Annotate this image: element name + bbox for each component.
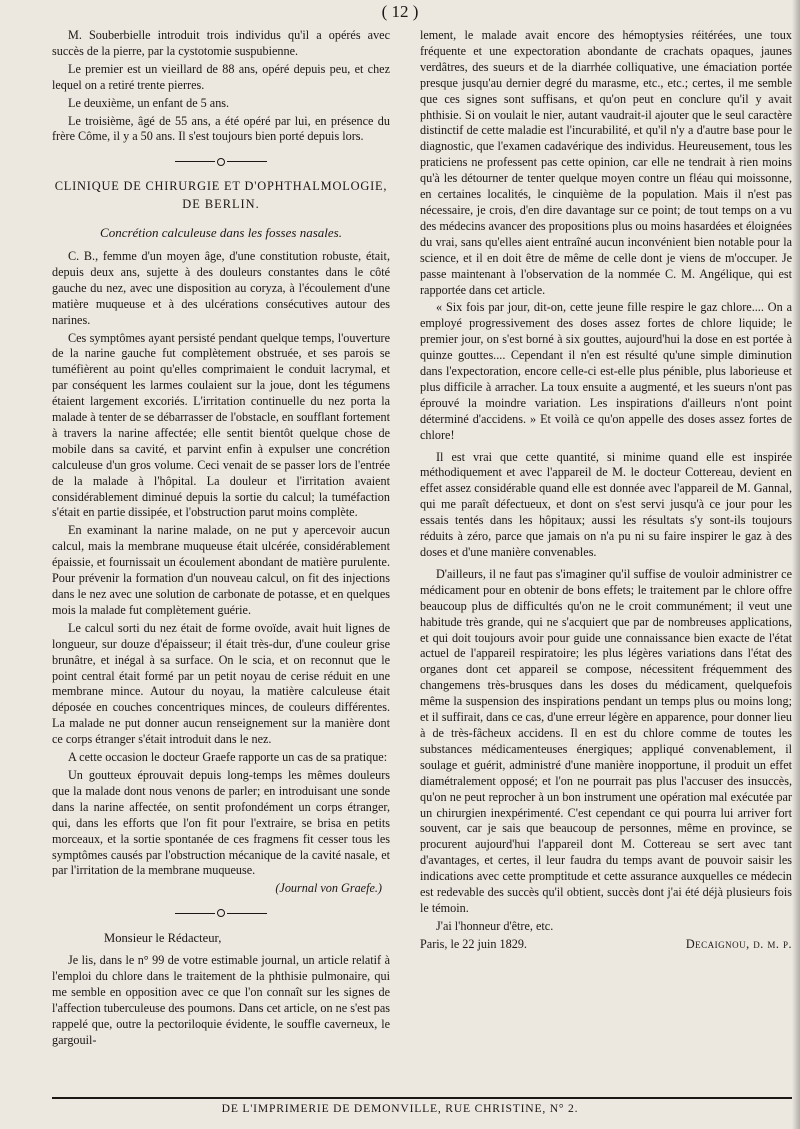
case-paragraph: Un goutteux éprouvait depuis long-temps les mêmes douleurs que la malade dont nous venons de parler; en introduisant une sonde dans la narine affectée, on sentit profondément un corps étranger, qui, dans les efforts que l'on fit pour l'extraire, se brisa en petits morceaux, et la sortie spontanée de ces fragmens fit cesser tous les symptômes causés par l'obstruction mécanique de la cavité nasale, et par l'irritation de la membrane muqueuse.: [52, 767, 390, 878]
section-title: CLINIQUE DE CHIRURGIE ET D'OPHTHALMOLOGIE,: [54, 179, 388, 194]
case-paragraph: En examinant la narine malade, on ne put y apercevoir aucun calcul, mais la membrane muqueuse était ulcérée, considérablement épaissie, et fournissait un écoulement abondant de matière purulente. Pour prévenir la formation d'un nouveau calcul, on fit des injections dans le nez avec une solution de carbonate de potasse, et en quelques mois la malade fut complètement guérie.: [52, 523, 390, 617]
letter-closing: J'ai l'honneur d'être, etc.: [436, 918, 554, 933]
printer-imprint: DE L'IMPRIMERIE DE DEMONVILLE, RUE CHRISTINE, N° 2.: [221, 1102, 579, 1115]
right-column: [420, 28, 792, 953]
letter-paragraph: Je lis, dans le n° 99 de votre estimable journal, un article relatif à l'emploi du chlore dans le traitement de la phthisie pulmonaire, qui me semble en opposition avec ce que l'on connaît sur les signes de l'affection tuberculeuse des poumons. Dans cet article, on ne s'est pas rappelé que, outre la pectoriloquie évidente, le souffle caverneux, le gargouil-: [52, 953, 390, 1047]
intro-paragraph: Le troisième, âgé de 55 ans, a été opéré par lui, en présence du frère Côme, il y a 50 ans. Il s'est toujours bien porté depuis lors.: [52, 113, 390, 144]
ornamental-divider: [52, 153, 390, 169]
page-number: ( 12 ): [381, 2, 419, 21]
case-title: Concrétion calculeuse dans les fosses nasales.: [100, 225, 342, 241]
letter-salutation: Monsieur le Rédacteur,: [104, 931, 222, 946]
intro-paragraph: M. Souberbielle introduit trois individus qu'il a opérés avec succès de la pierre, par la cystotomie suspubienne.: [52, 28, 390, 58]
signature: Decaignou, d. m. p.: [685, 936, 792, 951]
case-paragraph: Le calcul sorti du nez était de forme ovoïde, avait huit lignes de longueur, sur douze d'épaisseur; il était très-dur, d'une couleur grise brunâtre, et inégal à sa surface. On le scia, et on reconnut que le point central était formé par un petit noyau de cerise réduit en une membrane mince. Autour du noyau, la matière calculeuse était déposée en couches concentriques minces, de couleurs différentes. La malade ne put donner aucun renseignement sur la manière dont ce corps étranger s'était introduit dans le nez.: [52, 620, 390, 747]
section-subtitle: DE BERLIN.: [182, 197, 260, 212]
letter-paragraph: Il est vrai que cette quantité, si minime quand elle est inspirée méthodiquement et avec l'appareil de M. le docteur Cottereau, devient en effet assez considérable quand elle est donnée avec l'appareil de M. Gannal, qui me paraît défectueux, et dont on s'est servi jusqu'à ce jour pour les essais tentés dans les hôpitaux; aussi les résultats s'y sont-ils toujours réduits à zéro, parce que jamais on n'a pu ni su faire inspirer le gaz à des doses et d'une manière convenables.: [420, 449, 792, 559]
intro-paragraph: Le deuxième, un enfant de 5 ans.: [68, 95, 230, 110]
quoted-observation: « Six fois par jour, dit-on, cette jeune fille respire le gaz chlore.... On a employé progressivement des doses assez fortes de chlore liquide; le premier jour, on s'est borné à six gouttes, aujourd'hui la dose en est portée à quinze gouttes.... Cependant il n'en est résulté qu'une simple diminution dans l'expectoration, encore celle-ci est-elle plus pénible, plus laborieuse et plus difficile à arracher. La toux ensuite a augmenté, et les sueurs n'ont pas éprouvé la moindre variation. Les inspirations d'ailleurs n'ont point déterminé d'accidens. » Et voilà ce qu'on appelle des doses assez fortes de chlore!: [420, 300, 792, 442]
case-paragraph: A cette occasion le docteur Graefe rapporte un cas de sa pratique:: [68, 750, 388, 765]
letter-signature-line: [420, 937, 792, 953]
bottom-rule: [52, 1097, 792, 1099]
ornamental-divider: [52, 905, 390, 921]
place-date: Paris, le 22 juin 1829.: [420, 936, 527, 951]
left-column: [52, 28, 390, 1050]
intro-paragraph: Le premier est un vieillard de 88 ans, opéré depuis peu, et chez lequel on a retiré trente pierres.: [52, 61, 390, 92]
page-edge-shadow: [792, 0, 800, 1129]
case-paragraph: Ces symptômes ayant persisté pendant quelque temps, l'ouverture de la narine gauche fut complètement obstruée, et ses parois se tuméfièrent au point qu'elles comprimaient le conduit lacrymal, et par conséquent les larmes coulaient sur la joue, dont les tégumens étaient largement excoriés. L'irritation continuelle du nez porta la malade à tenter de se débarrasser de l'obstacle, en soufflant fortement à travers la narine affectée; elle sentit bientôt quelque chose de mobile dans sa cavité, et parvint enfin à expulser une concrétion calculeuse d'un gros volume. Ceci venait de se passer lors de l'entrée de la malade à l'hôpital. La douleur et l'irritation avaient considérablement diminué depuis la sortie du calcul; la tuméfaction s'était en partie dissipée, et l'obstruction parut moins complète.: [52, 330, 390, 520]
letter-paragraph: lement, le malade avait encore des hémoptysies réitérées, une toux fréquente et une expectoration abondante de crachats opaques, jaunes verdâtres, des sueurs et de la diarrhée colliquative, une émaciation portée presque jusqu'au dernier degré du marasme, etc., etc.; certes, il me semble que ces signes sont suffisans, et qu'on peut en conclure qu'il y avait phthisie. Si on voulait le nier, autant vaudrait-il ajouter que le seul caractère distinctif de cette maladie est l'incurabilité, et qu'il n'y a d'autre base pour le diagnostic, que l'examen cadavérique des individus. Heureusement, tous les praticiens ne professent pas cette opinion, car elle ne tendrait à rien moins qu'à les détourner de tenter quelque moyen contre un fléau qui moissonne, en certaines localités, le cinquième de la population. Mais il n'est pas nécessaire, je crois, d'en dire davantage sur ce point; de tout temps on a vu des médecins avancer des propositions plus ou moins hasardées et éloignées du vrai, sans qu'elles aient entraîné aucun inconvénient bien notable pour la science, et il en doit être de même de celle dont je viens de m'occuper. Je passe maintenant à l'observation de la nommée C. M. Angélique, qui est rapportée dans cet article.: [420, 28, 792, 297]
source-citation: (Journal von Graefe.): [275, 881, 382, 896]
letter-paragraph: D'ailleurs, il ne faut pas s'imaginer qu'il suffise de vouloir administrer ce médicament pour en obtenir de bons effets; le traitement par le chlore offre beaucoup plus de difficultés qu'on ne le croit communément; il veut une habitude très grande, qui ne s'acquiert que par de nombreuses applications, et qui doit toujours avoir pour guide une connaissance bien exacte de l'état actuel de l'appareil respiratoire; les plus légères variations dans l'état des organes dont cet appareil se compose, nécessitent fréquemment des changemens très-brusques dans les doses du médicament, quelquefois même la suspension des inspirations pendant un temps plus ou moins long; et il suffirait, dans ce cas, d'une erreur légère en apparence, pour donner lieu à de très-fâcheux accidens. Il en est du chlore comme de toutes les substances médicamenteuses énergiques; appliqué convenablement, il soulage et guérit, administré d'une manière inopportune, il produit un effet diamétralement opposé; et l'on ne pourrait pas plus l'accuser des insuccès, qu'on ne peut reprocher à un bon instrument une opération mal exécutée par un chirurgien inexpérimenté. C'est cependant ce qui pourra lui arriver fort souvent, car je sais que beaucoup de personnes, même en province, se procurent aujourd'hui l'appareil dont M. Cottereau se sert avec tant d'avantages, et certes, il leur faudra du temps avant de pouvoir saisir les indications avec cette promptitude et cette assurance auxquelles ce médecin est redevable des succès qu'il obtient, succès dont j'ai été déjà plusieurs fois le témoin.: [420, 566, 792, 915]
case-paragraph: C. B., femme d'un moyen âge, d'une constitution robuste, était, depuis deux ans, sujette à des douleurs constantes dans le côté gauche du nez, avec une disposition au coryza, à l'écoulement d'une matière muqueuse et à des ulcérations consécutives autour des narines.: [52, 248, 390, 327]
